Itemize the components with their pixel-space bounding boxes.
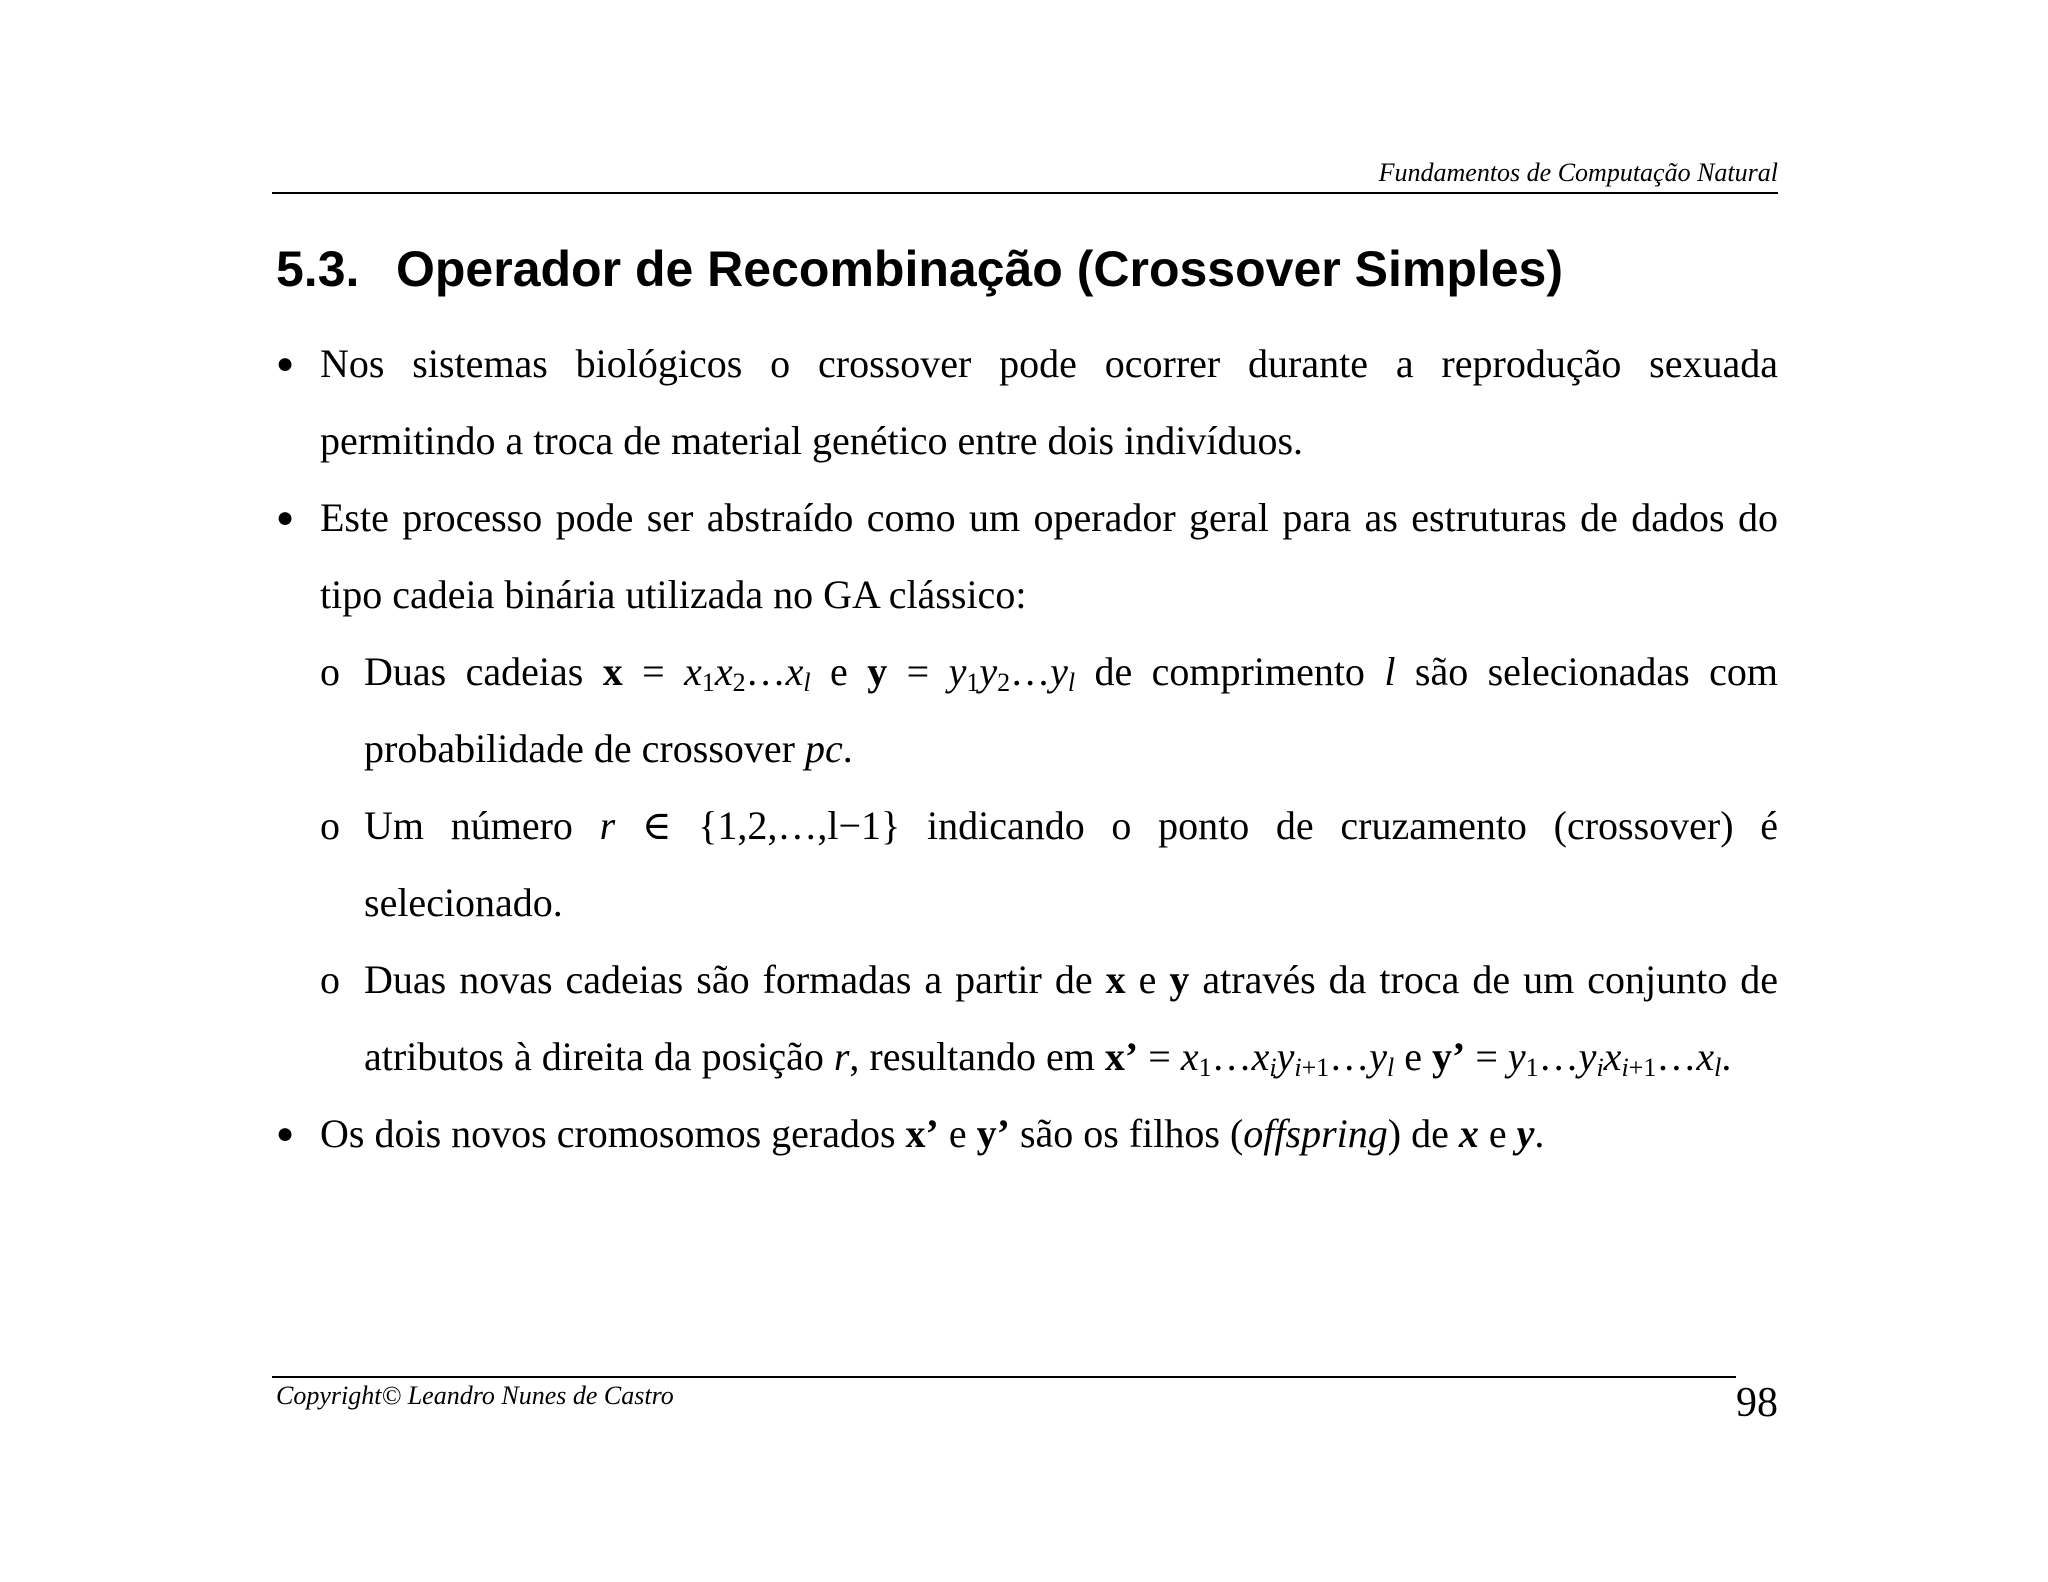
variable-y: y bbox=[1516, 1111, 1535, 1156]
sub-item-string-selection: o Duas cadeias x = x1x2…xl e y = y1y2…yl de comprimento l são selecionadas com probabilidade de crossover pc. bbox=[364, 633, 1778, 787]
variable-y-prime: y’ bbox=[1432, 1034, 1466, 1079]
sub-bullet-marker: o bbox=[320, 803, 340, 848]
section-title: Operador de Recombinação (Crossover Simples) bbox=[396, 241, 1564, 297]
sub-item-new-strings: o Duas novas cadeias são formadas a partir de x e y através da troca de um conjunto de atributos à direita da posição r, resultando em x’ = x1…xiyi+1…yl e y’ = y1…yixi+1…xl. bbox=[364, 941, 1778, 1095]
bullet-text: Nos sistemas biológicos o crossover pode ocorrer durante a reprodução sexuada permitindo a troca de material genético entre dois indivíduos. bbox=[320, 341, 1778, 463]
formula-x-string: x1x2…xl bbox=[684, 649, 811, 697]
variable-x-prime: x’ bbox=[905, 1111, 939, 1156]
bullet-marker: ● bbox=[276, 1117, 295, 1150]
variable-r: r bbox=[599, 803, 616, 848]
page-number: 98 bbox=[1736, 1380, 1778, 1426]
bullet-item bbox=[276, 479, 1778, 633]
section-number: 5.3. bbox=[276, 241, 360, 297]
variable-l: l bbox=[1384, 649, 1396, 694]
sub-bullet-marker: o bbox=[320, 957, 340, 1002]
formula-x-prime: x1…xiyi+1…yl bbox=[1180, 1034, 1395, 1082]
variable-pc: pc bbox=[804, 726, 843, 771]
variable-y-prime: y’ bbox=[976, 1111, 1010, 1156]
copyright-notice: Copyright© Leandro Nunes de Castro bbox=[276, 1381, 674, 1410]
bullet-item: ● Os dois novos cromosomos gerados x’ e y’ são os filhos (offspring) de x e y. bbox=[320, 1095, 1778, 1172]
bullet-marker: ● bbox=[276, 501, 295, 534]
content-body bbox=[276, 325, 1779, 1172]
bullet-marker: ● bbox=[276, 347, 295, 380]
header-divider bbox=[272, 192, 1778, 194]
sub-bullet-marker: o bbox=[320, 649, 340, 694]
bullet-text: Este processo pode ser abstraído como um operador geral para as estruturas de dados do tipo cadeia binária utilizada no GA clássico: bbox=[320, 495, 1778, 617]
variable-y: y bbox=[1169, 957, 1190, 1002]
variable-r: r bbox=[833, 1034, 850, 1079]
set-notation: {1,2,…,l−1} bbox=[698, 803, 901, 848]
variable-x-prime: x’ bbox=[1104, 1034, 1139, 1079]
section-heading bbox=[276, 238, 1563, 300]
formula-y-prime: y1…yixi+1…xl bbox=[1507, 1034, 1722, 1082]
bullet-item bbox=[276, 325, 1778, 479]
footer-divider bbox=[272, 1376, 1736, 1378]
formula-y-string: y1y2…yl bbox=[948, 649, 1076, 697]
offspring-term: offspring bbox=[1243, 1111, 1388, 1156]
variable-x: x bbox=[1105, 957, 1126, 1002]
variable-y: y bbox=[867, 649, 888, 694]
running-header: Fundamentos de Computação Natural bbox=[1378, 158, 1778, 187]
variable-x: x bbox=[602, 649, 623, 694]
sub-item-crossover-point: o Um número r ∈ {1,2,…,l−1} indicando o ponto de cruzamento (crossover) é selecionado. bbox=[364, 787, 1778, 941]
variable-x: x bbox=[1458, 1111, 1479, 1156]
